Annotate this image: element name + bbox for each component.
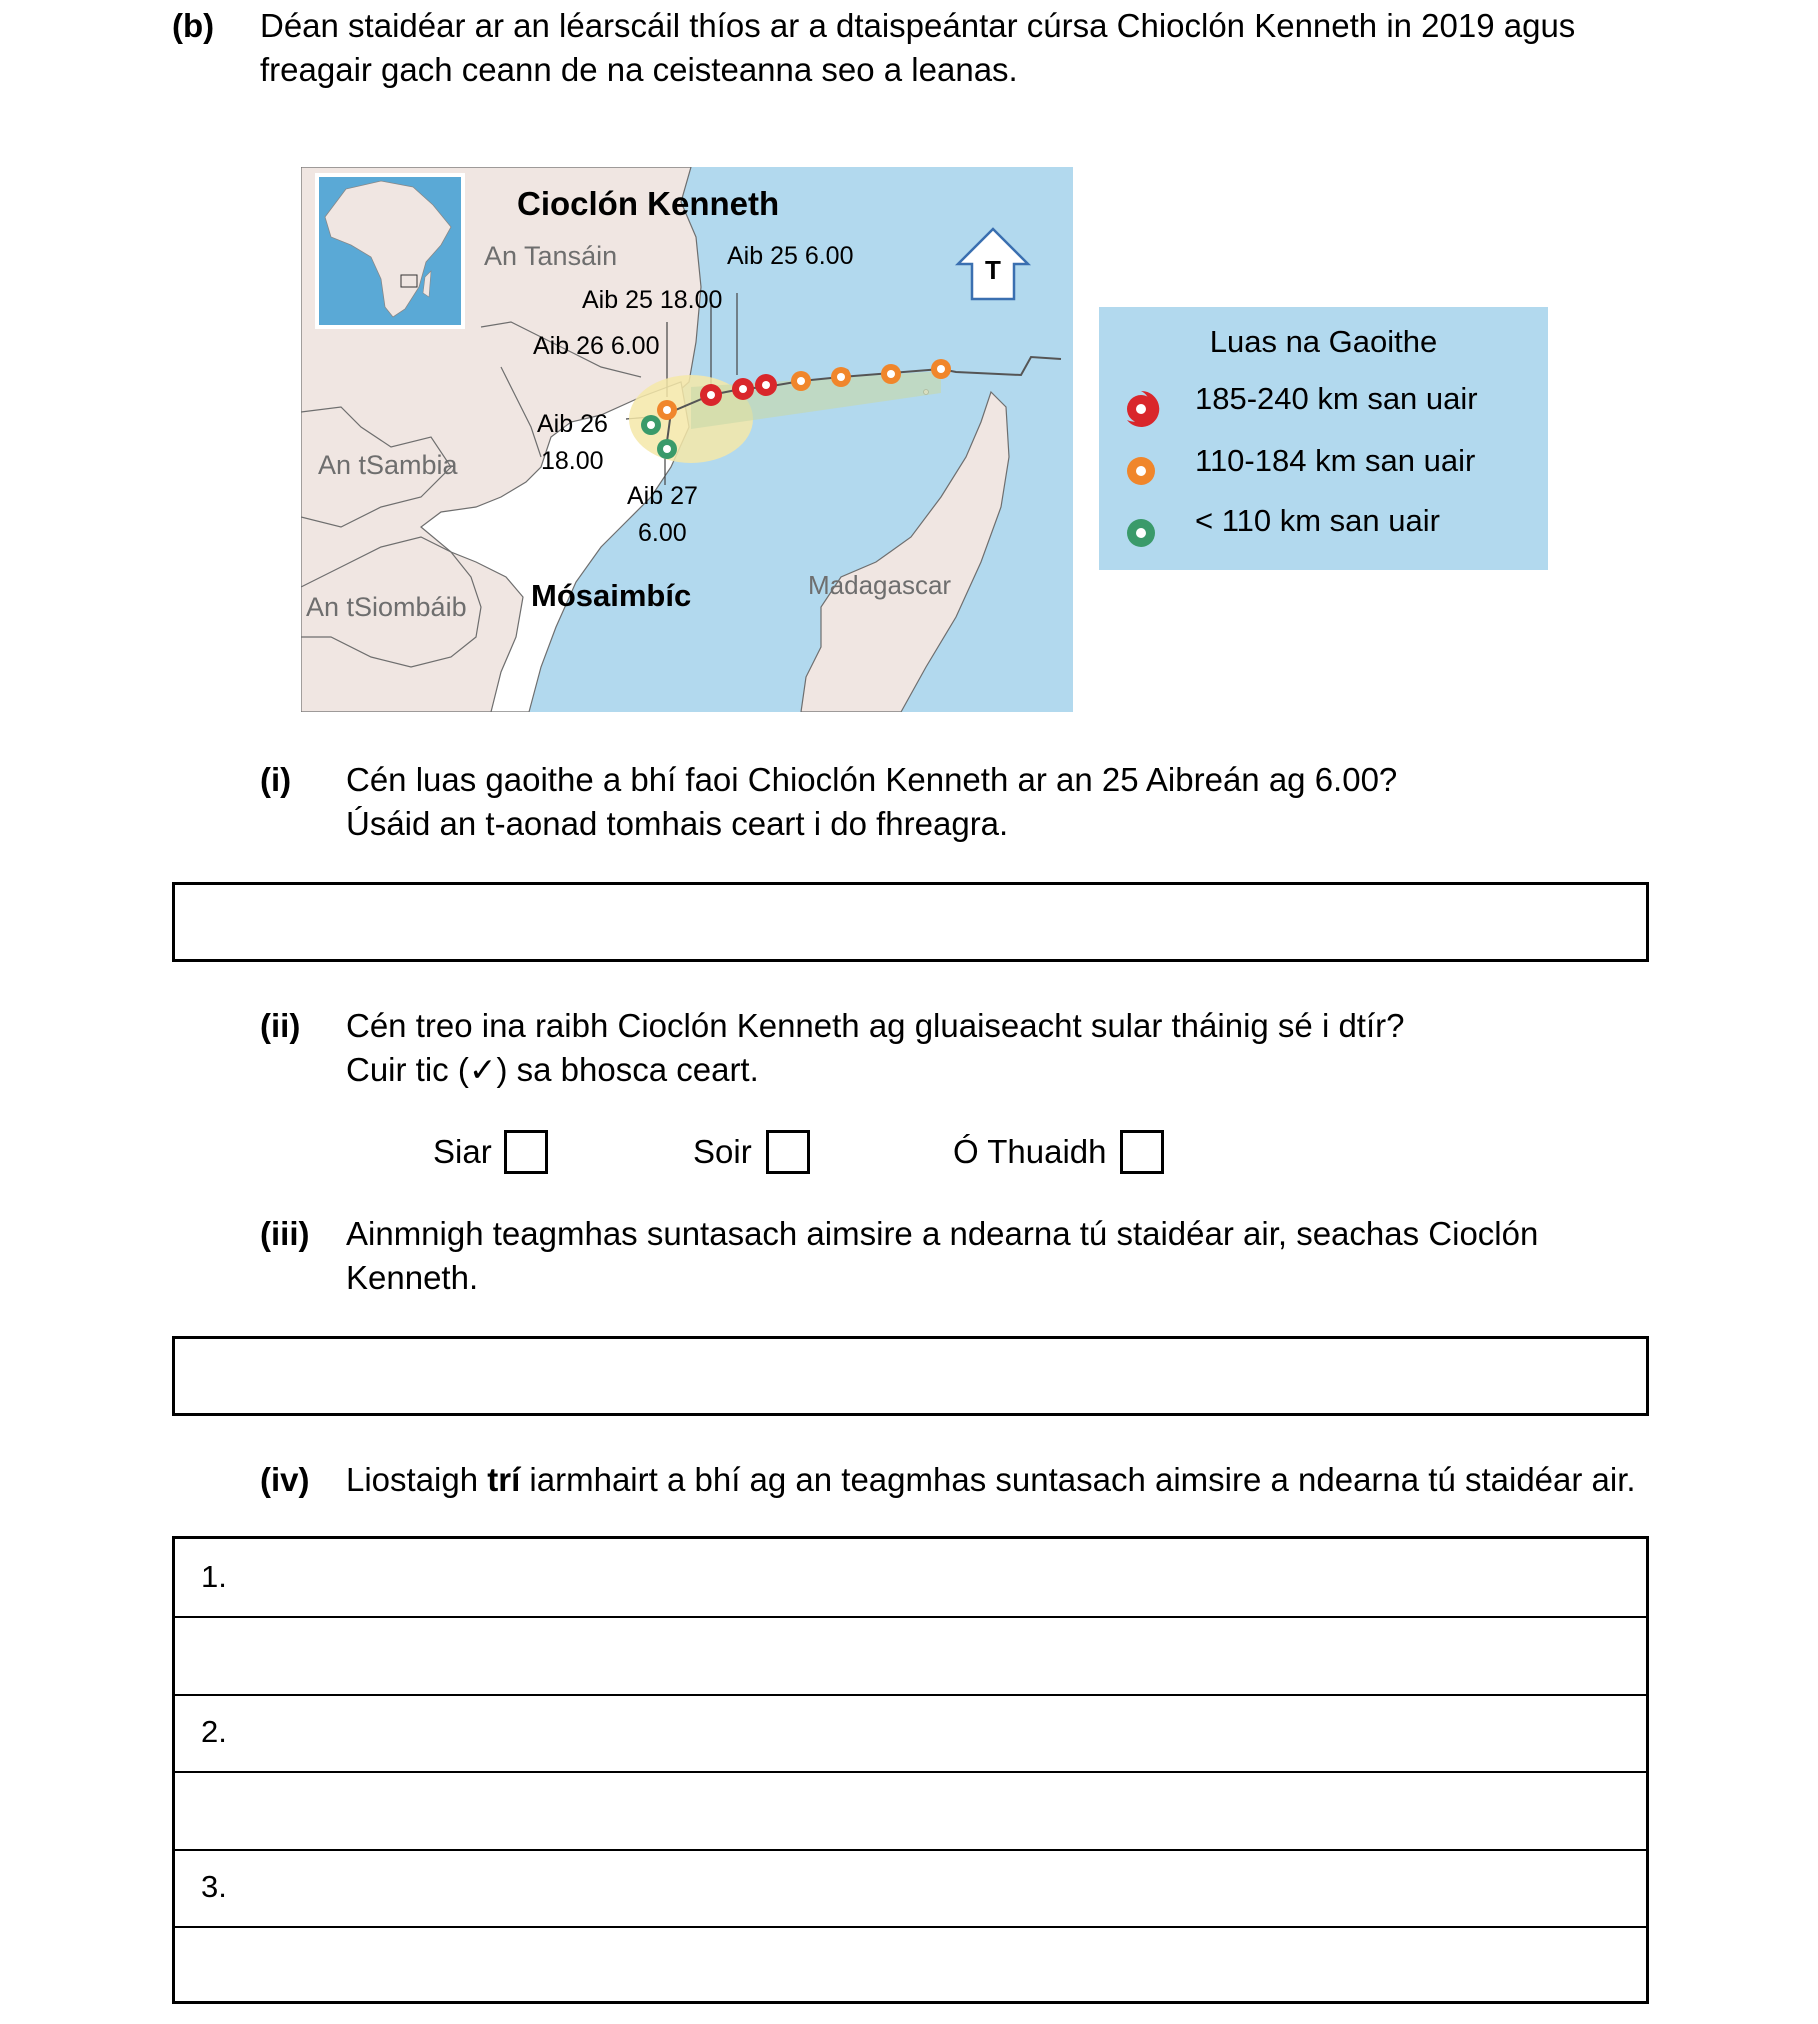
- q3-line-2: Kenneth.: [346, 1259, 479, 1296]
- cyclone-icon-orange: [931, 359, 951, 379]
- label-apr26-06: Aib 26 6.00: [533, 332, 660, 360]
- q3-label: (iii): [260, 1215, 310, 1252]
- legend-title: Luas na Gaoithe: [1209, 324, 1438, 359]
- q4-text-bold: trí: [487, 1461, 521, 1498]
- answer-number-3: 3.: [201, 1869, 227, 1904]
- option-north-checkbox[interactable]: [1120, 1130, 1164, 1174]
- row-divider: [175, 1616, 1646, 1618]
- legend-item-low: < 110 km san uair: [1195, 503, 1440, 538]
- cyclone-icon: [1119, 511, 1163, 555]
- option-east-checkbox[interactable]: [766, 1130, 810, 1174]
- label-apr26-18-b: 18.00: [541, 447, 604, 475]
- row-divider: [175, 1849, 1646, 1851]
- north-arrow-label: T: [985, 255, 1001, 285]
- q2-label: (ii): [260, 1007, 301, 1044]
- cyclone-icon-red: [755, 374, 777, 396]
- cyclone-icon: [1119, 387, 1163, 431]
- q3-line-1: Ainmnigh teagmhas suntasach aimsire a ndearna tú staidéar air, seachas Cioclón: [346, 1215, 1539, 1252]
- cyclone-icon-green: [641, 415, 661, 435]
- cyclone-icon-red: [732, 378, 754, 400]
- q4-text-after: iarmhairt a bhí ag an teagmhas suntasach aimsire a ndearna tú staidéar air.: [520, 1461, 1636, 1498]
- q4-text-before: Liostaigh: [346, 1461, 488, 1498]
- q2-line-2: Cuir tic (✓) sa bhosca ceart.: [346, 1051, 759, 1088]
- intro-line-2: freagair gach ceann de na ceisteanna seo a leanas.: [260, 51, 1018, 88]
- cyclone-icon-orange: [657, 400, 677, 420]
- label-madagascar: Madagascar: [808, 570, 952, 600]
- q4-label: (iv): [260, 1461, 310, 1498]
- cyclone-icon-orange: [791, 371, 811, 391]
- legend-item-high: 185-240 km san uair: [1195, 381, 1478, 416]
- row-divider: [175, 1771, 1646, 1773]
- label-apr25-18: Aib 25 18.00: [582, 286, 723, 314]
- label-zambia: An tSambia: [318, 450, 458, 480]
- row-divider: [175, 1694, 1646, 1696]
- cyclone-icon-orange: [831, 367, 851, 387]
- label-apr27-06-a: Aib 27: [627, 482, 698, 510]
- q3-answer-box[interactable]: [172, 1336, 1649, 1416]
- option-east-label: Soir: [693, 1133, 752, 1170]
- row-divider: [175, 1926, 1646, 1928]
- label-apr27-06-b: 6.00: [638, 519, 687, 547]
- q4-text: [346, 1458, 1636, 1502]
- label-apr26-18-a: Aib 26: [537, 410, 608, 438]
- q1-line-1: Cén luas gaoithe a bhí faoi Chioclón Kenneth ar an 25 Aibreán ag 6.00?: [346, 761, 1398, 798]
- part-label: (b): [172, 7, 215, 44]
- map-title: Cioclón Kenneth: [517, 185, 780, 222]
- cyclone-icon: [1119, 449, 1163, 493]
- q1-answer-box[interactable]: [172, 882, 1649, 962]
- intro-line-1: Déan staidéar ar an léarscáil thíos ar a dtaispeántar cúrsa Chioclón Kenneth in 2019 agus: [260, 7, 1576, 44]
- answer-number-2: 2.: [201, 1714, 227, 1749]
- legend: [1099, 307, 1548, 570]
- q4-answer-table[interactable]: [172, 1536, 1649, 2004]
- label-mozambique: Mósaimbíc: [531, 578, 692, 613]
- label-tanzania: An Tansáin: [484, 241, 618, 271]
- cyclone-icon-green: [657, 439, 677, 459]
- label-apr25-06: Aib 25 6.00: [727, 242, 854, 270]
- q2-line-1: Cén treo ina raibh Cioclón Kenneth ag gluaiseacht sular tháinig sé i dtír?: [346, 1007, 1405, 1044]
- q1-label: (i): [260, 761, 292, 798]
- label-zimbabwe: An tSiombáib: [306, 592, 467, 622]
- cyclone-icon-red: [700, 384, 722, 406]
- option-north-label: Ó Thuaidh: [953, 1133, 1107, 1170]
- cyclone-icon-orange: [881, 364, 901, 384]
- option-west-checkbox[interactable]: [504, 1130, 548, 1174]
- cyclone-map: [301, 167, 1073, 712]
- q1-line-2: Úsáid an t-aonad tomhais ceart i do fhreagra.: [346, 805, 1009, 842]
- answer-number-1: 1.: [201, 1559, 227, 1594]
- option-west-label: Siar: [433, 1133, 492, 1170]
- legend-item-medium: 110-184 km san uair: [1195, 443, 1476, 478]
